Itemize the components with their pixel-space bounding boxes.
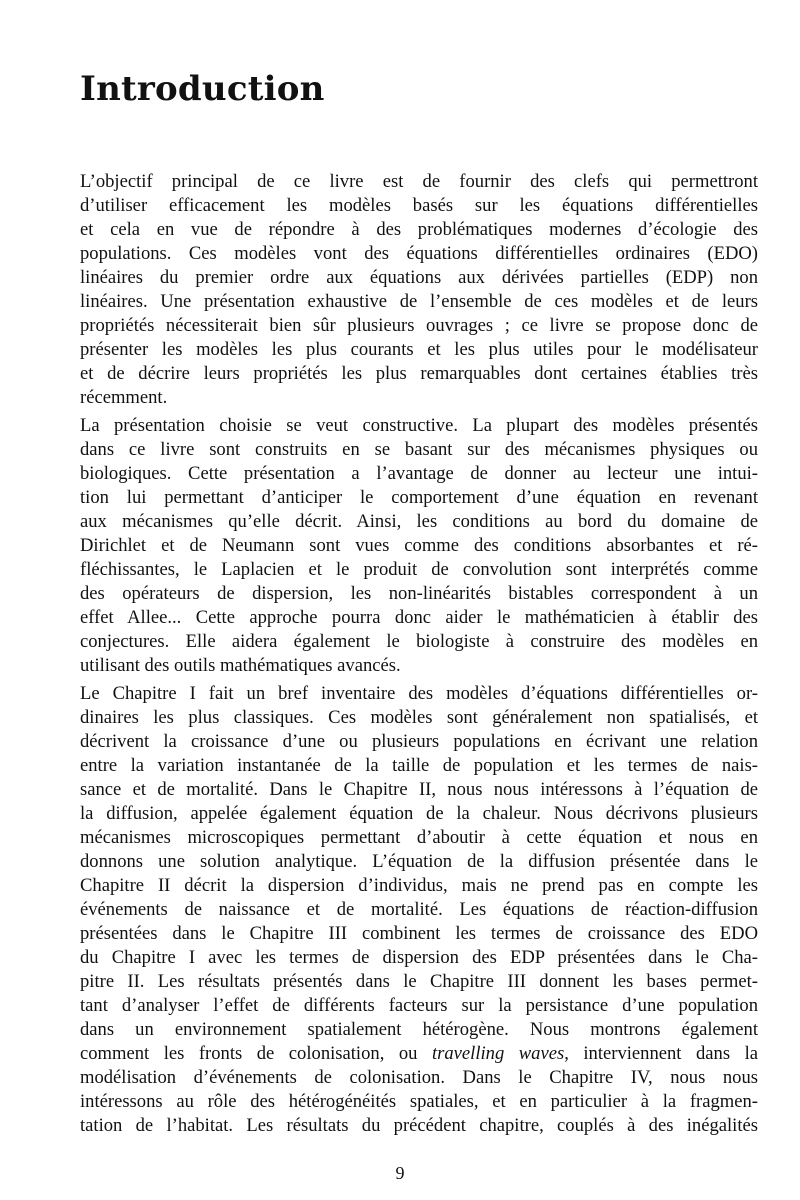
page-number: 9 [395,1163,405,1183]
text-line: La présentation choisie se veut constructive. La plupart des modèles présentés [80,415,758,436]
text-segment: , interviennent dans la [564,1043,758,1064]
text-line: décrivent la croissance d’une ou plusieurs populations en écrivant une relation [80,731,758,752]
paragraph-3 [80,682,758,1138]
text-line-with-italic [80,1042,758,1066]
text-line: propriétés nécessiterait bien sûr plusieurs ouvrages ; ce livre se propose donc de [80,315,758,336]
text-line: modélisation d’événements de colonisation. Dans le Chapitre IV, nous nous [80,1067,758,1088]
text-line: Dirichlet et de Neumann sont vues comme des conditions absorbantes et ré- [80,535,758,556]
text-line: des opérateurs de dispersion, les non-linéarités bistables correspondent à un [80,583,758,604]
text-line: et cela en vue de répondre à des problématiques modernes d’écologie des [80,219,758,240]
text-line: et de décrire leurs propriétés les plus remarquables dont certaines établies très [80,363,758,384]
text-line: dinaires les plus classiques. Ces modèles sont généralement non spatialisés, et [80,707,758,728]
text-line: aux mécanismes qu’elle décrit. Ainsi, les conditions au bord du domaine de [80,511,758,532]
paragraph-2 [80,414,758,678]
text-line: présentées dans le Chapitre III combinent les termes de croissance des EDO [80,923,758,944]
text-line: d’utiliser efficacement les modèles basés sur les équations différentielles [80,195,758,216]
text-line: mécanismes microscopiques permettant d’aboutir à cette équation et nous en [80,827,758,848]
chapter-title: Introduction [80,69,325,109]
italic-term: travelling waves [431,1043,565,1064]
text-line: tion lui permettant d’anticiper le comportement d’une équation en revenant [80,487,758,508]
text-line: dans ce livre sont construits en se basant sur des mécanismes physiques ou [80,439,758,460]
text-line: biologiques. Cette présentation a l’avantage de donner au lecteur une intui- [80,463,758,484]
text-line: pitre II. Les résultats présentés dans le Chapitre III donnent les bases permet- [80,971,758,992]
text-line: utilisant des outils mathématiques avancés. [80,655,401,676]
text-line: fléchissantes, le Laplacien et le produit de convolution sont interprétés comme [80,559,758,580]
text-line: populations. Ces modèles vont des équations différentielles ordinaires (EDO) [80,243,758,264]
text-line: la diffusion, appelée également équation de la chaleur. Nous décrivons plusieurs [80,803,758,824]
text-line: dans un environnement spatialement hétérogène. Nous montrons également [80,1019,758,1040]
text-line: linéaires du premier ordre aux équations aux dérivées partielles (EDP) non [80,267,758,288]
text-line: entre la variation instantanée de la taille de population et les termes de nais- [80,755,758,776]
text-segment: comment les fronts de colonisation, ou [80,1043,418,1064]
text-line: du Chapitre I avec les termes de dispersion des EDP présentées dans le Cha- [80,947,758,968]
paragraph-1 [80,170,758,410]
text-line: effet Allee... Cette approche pourra donc aider le mathématicien à établir des [80,607,758,628]
text-line: Le Chapitre I fait un bref inventaire des modèles d’équations différentielles or- [80,683,758,704]
text-line: tant d’analyser l’effet de différents facteurs sur la persistance d’une population [80,995,758,1016]
text-line: présenter les modèles les plus courants et les plus utiles pour le modélisateur [80,339,758,360]
text-line: sance et de mortalité. Dans le Chapitre II, nous nous intéressons à l’équation de [80,779,758,800]
text-line: donnons une solution analytique. L’équation de la diffusion présentée dans le [80,851,758,872]
text-line: événements de naissance et de mortalité. Les équations de réaction-diffusion [80,899,758,920]
text-line: Chapitre II décrit la dispersion d’individus, mais ne prend pas en compte les [80,875,758,896]
body-text [80,170,758,1142]
text-line: conjectures. Elle aidera également le biologiste à construire des modèles en [80,631,758,652]
text-line: intéressons au rôle des hétérogénéités spatiales, et en particulier à la fragmen- [80,1091,758,1112]
text-line: tation de l’habitat. Les résultats du précédent chapitre, couplés à des inégalités [80,1115,758,1136]
text-line: récemment. [80,387,168,408]
text-line: linéaires. Une présentation exhaustive de l’ensemble de ces modèles et de leurs [80,291,758,312]
text-line: L’objectif principal de ce livre est de fournir des clefs qui permettront [80,171,758,192]
